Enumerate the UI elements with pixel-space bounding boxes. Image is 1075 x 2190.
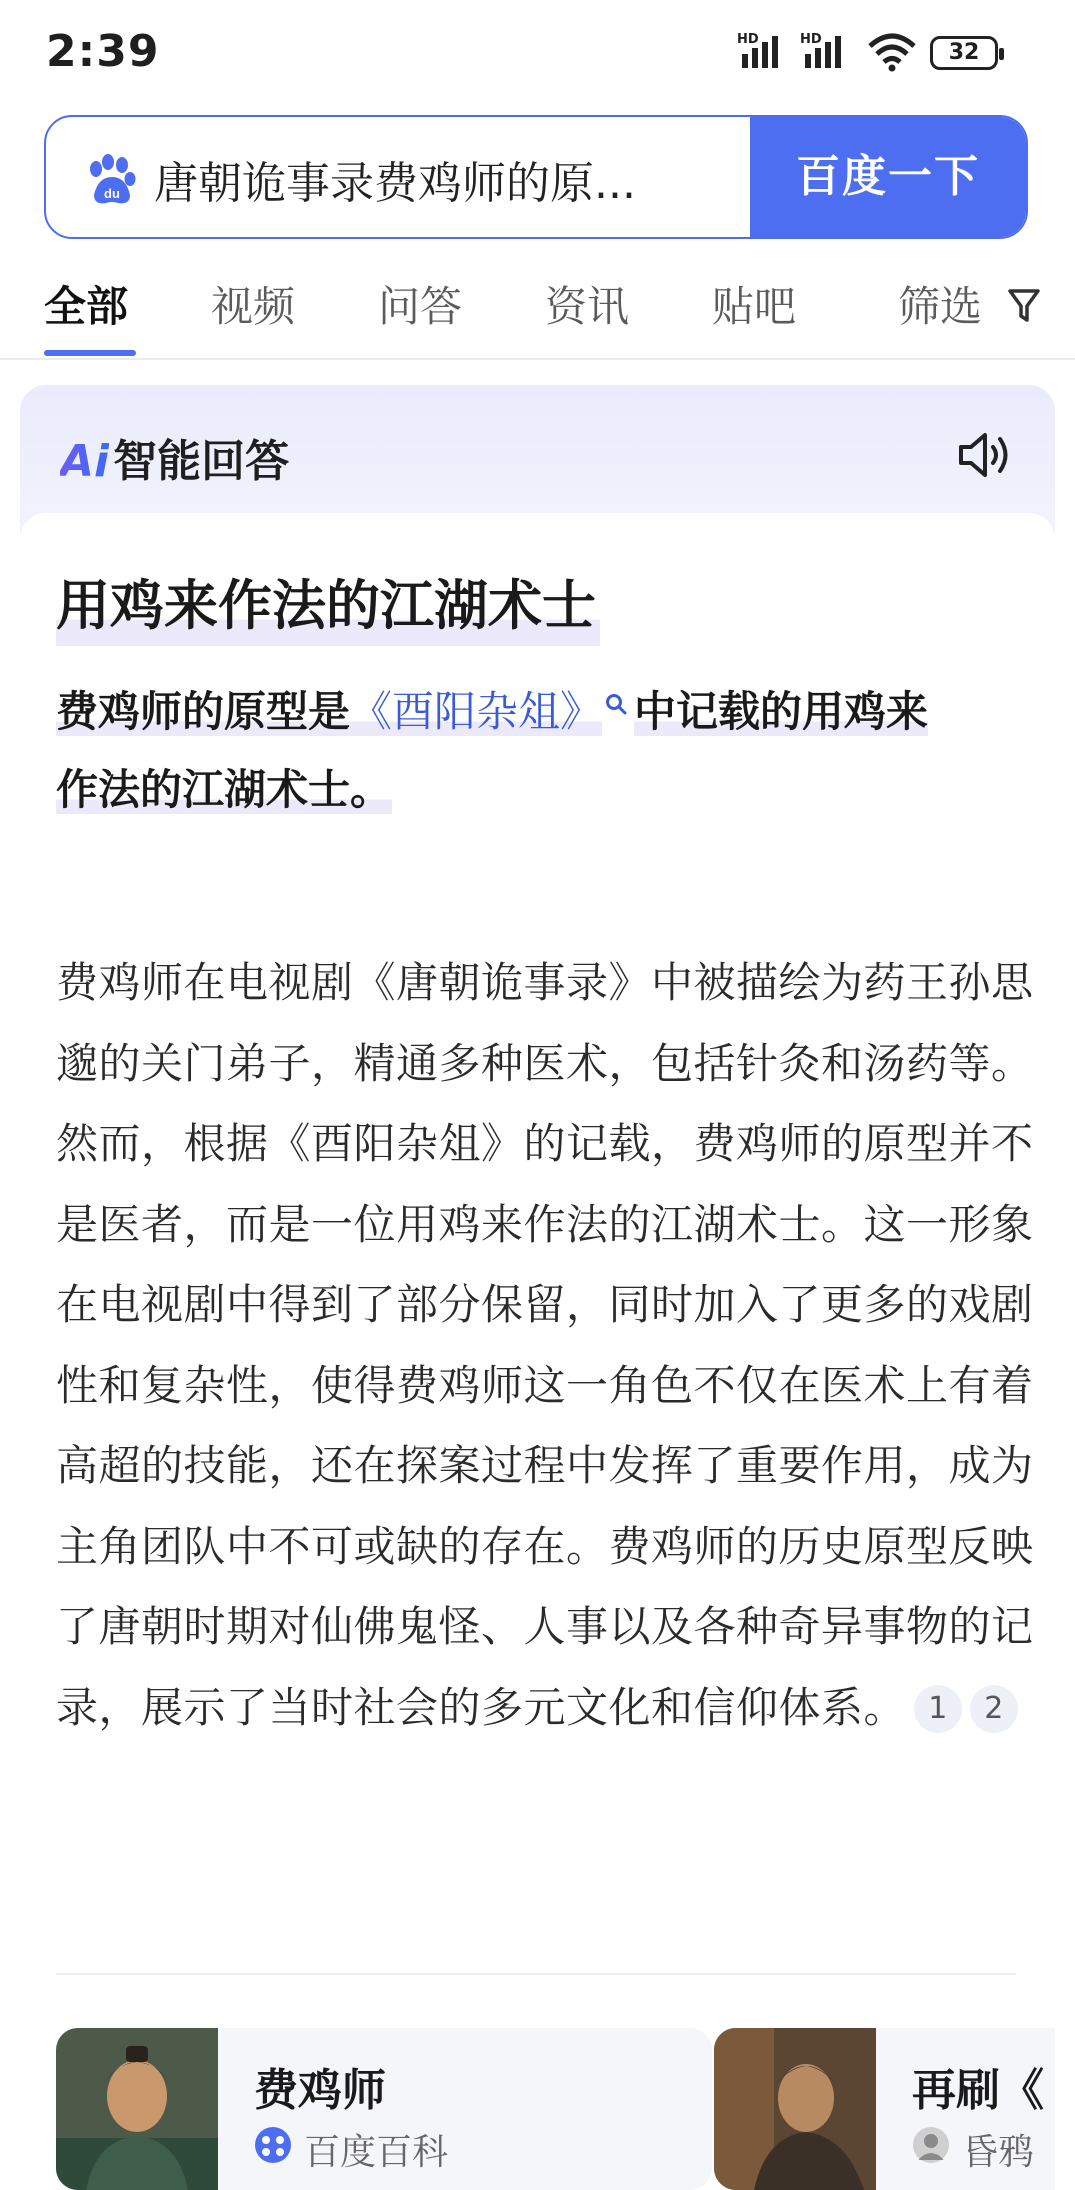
signal-icon bbox=[740, 30, 788, 70]
related-title: 再刷《 bbox=[912, 2065, 1044, 2116]
wifi-icon bbox=[866, 30, 918, 72]
ai-answer-title: 智能回答 bbox=[113, 436, 290, 487]
ai-logo: Ai bbox=[60, 436, 110, 487]
baidu-paw-icon bbox=[84, 153, 138, 207]
status-time: 2:39 bbox=[46, 26, 160, 77]
tab-qa[interactable]: 问答 bbox=[378, 282, 463, 331]
related-source: 昏鸦 bbox=[962, 2132, 1035, 2173]
related-card[interactable] bbox=[714, 2028, 1055, 2190]
character-thumbnail bbox=[56, 2028, 218, 2190]
divider bbox=[56, 1973, 1016, 1975]
battery-indicator: 32 bbox=[930, 36, 998, 70]
network-type-label: HD bbox=[800, 32, 822, 47]
tab-bar bbox=[0, 250, 1075, 360]
ai-answer-body bbox=[20, 513, 1055, 2173]
status-bar bbox=[0, 0, 1075, 110]
search-bar[interactable] bbox=[44, 115, 1028, 239]
tab-tieba[interactable]: 贴吧 bbox=[712, 282, 797, 331]
summary-text: 费鸡师的原型是 bbox=[56, 687, 351, 736]
search-input[interactable]: 唐朝诡事录费鸡师的原... bbox=[154, 158, 636, 209]
answer-headline: 用鸡来作法的江湖术士 bbox=[56, 563, 600, 646]
summary-text: 中记载的用鸡来 bbox=[634, 687, 929, 736]
answer-paragraph bbox=[56, 943, 1036, 1748]
active-tab-indicator bbox=[44, 350, 136, 356]
filter-icon[interactable] bbox=[1007, 286, 1041, 326]
svg-text:du: du bbox=[104, 186, 120, 201]
answer-summary bbox=[56, 673, 1036, 829]
summary-link[interactable]: 《酉阳杂俎》 bbox=[350, 687, 603, 736]
speaker-icon[interactable] bbox=[955, 427, 1015, 483]
tab-video[interactable]: 视频 bbox=[211, 282, 296, 331]
tab-news[interactable]: 资讯 bbox=[545, 282, 630, 331]
citation-badge[interactable]: 2 bbox=[970, 1685, 1018, 1733]
tab-all[interactable]: 全部 bbox=[44, 282, 129, 331]
search-link-icon[interactable] bbox=[604, 692, 628, 716]
citation-badge[interactable]: 1 bbox=[914, 1685, 962, 1733]
summary-text: 作法的江湖术士。 bbox=[56, 765, 393, 814]
signal-icon bbox=[803, 30, 851, 70]
answer-paragraph-text: 费鸡师在电视剧《唐朝诡事录》中被描绘为药王孙思邈的关门弟子，精通多种医术，包括针灸和汤药等。然而，根据《酉阳杂俎》的记载，费鸡师的原型并不是医者，而是一位用鸡来作法的江湖术士。这一形象在电视剧中得到了部分保留，同时加入了更多的戏剧性和复杂性，使得费鸡师这一角色不仅在医术上有着高超的技能，还在探案过程中发挥了重要作用，成为主角团队中不可或缺的存在。费鸡师的历史原型反映了唐朝时期对仙佛鬼怪、人事以及各种奇异事物的记录，展示了当时社会的多元文化和信仰体系。 bbox=[56, 958, 1034, 1732]
user-avatar-icon bbox=[912, 2126, 950, 2164]
video-thumbnail bbox=[714, 2028, 876, 2190]
ai-answer-header bbox=[60, 425, 289, 489]
related-source: 百度百科 bbox=[304, 2132, 449, 2173]
baike-icon bbox=[254, 2126, 292, 2164]
related-title: 费鸡师 bbox=[254, 2065, 386, 2116]
network-type-label: HD bbox=[737, 32, 759, 47]
search-button[interactable]: 百度一下 bbox=[750, 117, 1026, 237]
related-card[interactable] bbox=[56, 2028, 712, 2190]
tab-filter[interactable]: 筛选 bbox=[898, 282, 983, 331]
ai-answer-card bbox=[20, 385, 1055, 2173]
